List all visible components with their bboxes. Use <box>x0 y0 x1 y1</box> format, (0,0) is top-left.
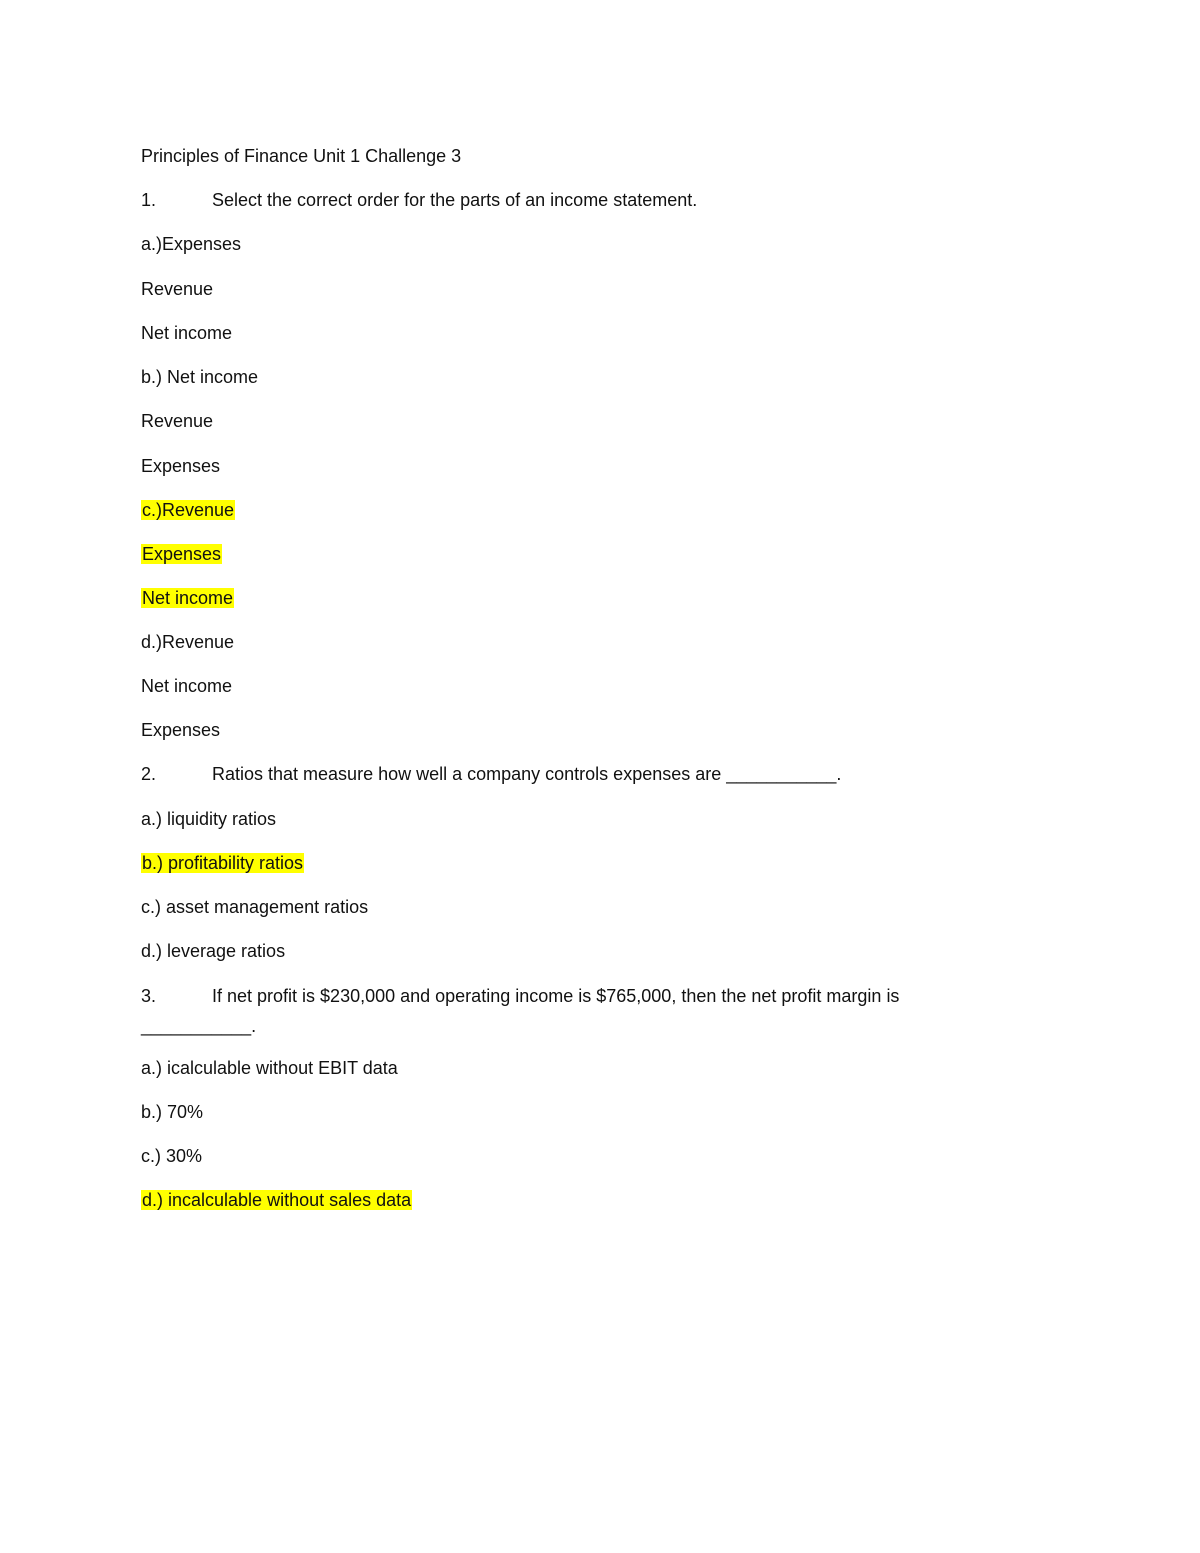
question-1 <box>141 188 697 212</box>
option-line: b.) Net income <box>141 367 259 387</box>
option-line: c.) asset management ratios <box>141 897 369 917</box>
option-line: d.) leverage ratios <box>141 941 286 961</box>
question-3 <box>141 984 899 1008</box>
question-text: If net profit is $230,000 and operating income is $765,000, then the net profit margin is <box>212 986 900 1006</box>
option-line: a.)Expenses <box>141 234 242 254</box>
highlighted-answer-line: Expenses <box>142 544 222 564</box>
option-line: Net income <box>141 323 233 343</box>
highlighted-answer-line: b.) profitability ratios <box>142 853 304 873</box>
option-line: Revenue <box>141 279 214 299</box>
option-line: Revenue <box>141 411 214 431</box>
question-text-continuation: ___________. <box>141 1016 257 1036</box>
highlighted-answer-line: Net income <box>142 588 234 608</box>
document-title: Principles of Finance Unit 1 Challenge 3 <box>141 146 462 166</box>
question-text: Ratios that measure how well a company controls expenses are ___________. <box>212 764 842 784</box>
option-line: c.) 30% <box>141 1146 203 1166</box>
option-line: Net income <box>141 676 233 696</box>
question-number: 3. <box>141 986 157 1006</box>
question-number: 2. <box>141 764 157 784</box>
option-line: d.)Revenue <box>141 632 235 652</box>
option-line: Expenses <box>141 720 221 740</box>
option-line: Expenses <box>141 456 221 476</box>
question-number: 1. <box>141 190 157 210</box>
option-line: b.) 70% <box>141 1102 204 1122</box>
question-text: Select the correct order for the parts of an income statement. <box>212 190 698 210</box>
question-2 <box>141 762 841 786</box>
option-line: a.) icalculable without EBIT data <box>141 1058 398 1078</box>
highlighted-answer-line: c.)Revenue <box>142 500 235 520</box>
highlighted-answer-line: d.) incalculable without sales data <box>142 1190 412 1210</box>
option-line: a.) liquidity ratios <box>141 809 277 829</box>
